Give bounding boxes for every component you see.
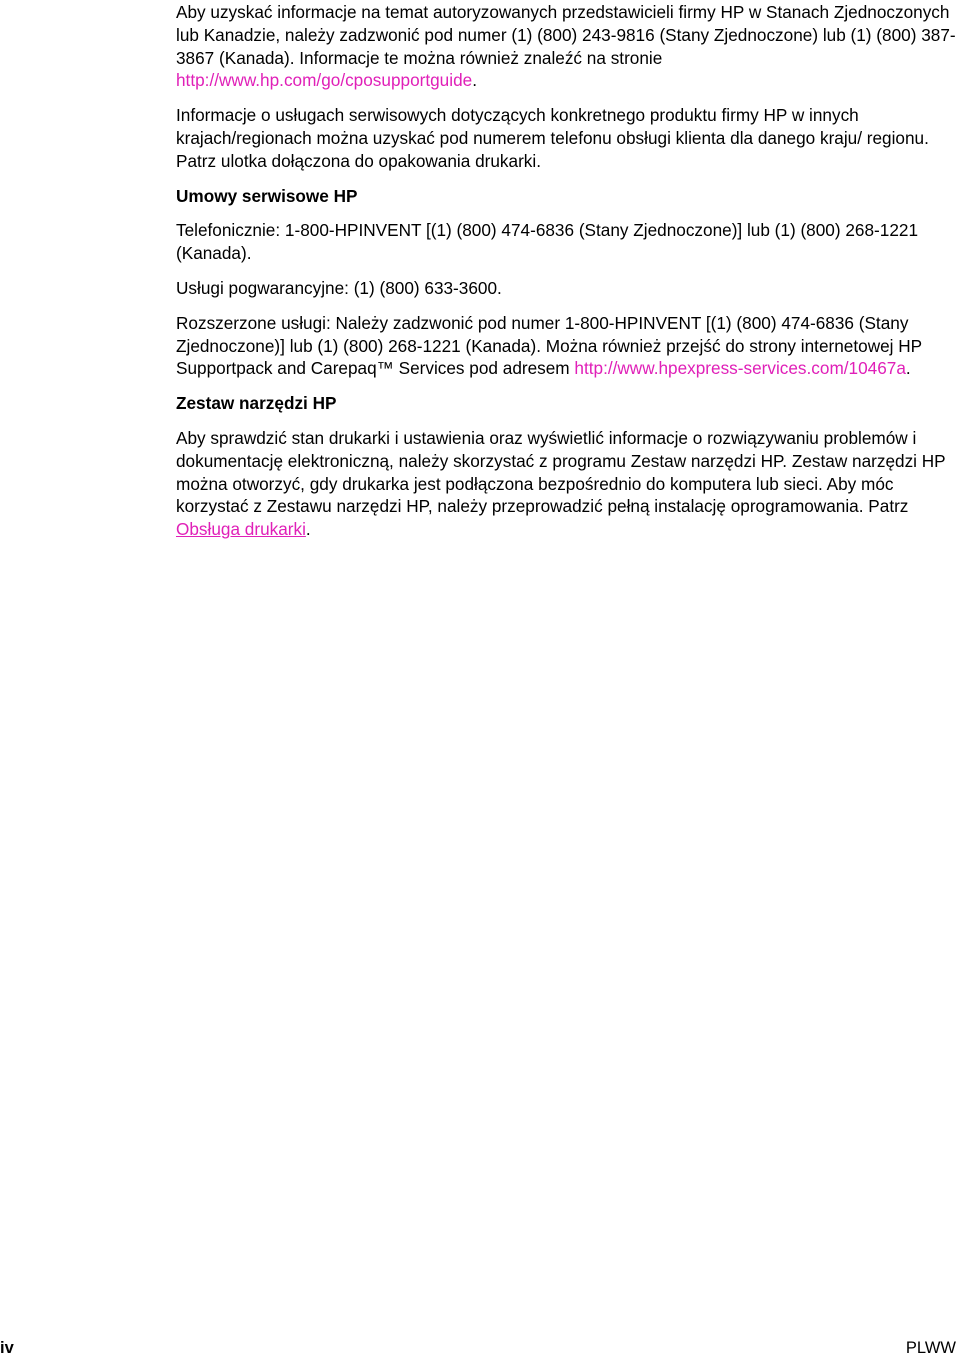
locale-code: PLWW (905, 1339, 956, 1357)
contracts-heading: Umowy serwisowe HP (176, 185, 358, 206)
dealer-info-end: . (472, 70, 477, 91)
phone-paragraph: Telefonicznie: 1-800-HPINVENT [(1) (800) 474-6836 (Stany Zjednoczone)] lub (1) (800) 268-1221 (Kanada). (176, 220, 918, 264)
extended-services-text: Rozszerzone usługi: Należy zadzwonić pod numer 1-800-HPINVENT [(1) (800) 474-6836 (Stany Zjednoczone)] lub (1) (800) 268-1221 (Kanada). Można również przejść do strony internetowej HP Supportpack and Carepaq™ Services pod adresem (176, 312, 922, 379)
dealer-info-paragraph (176, 1, 956, 92)
toolbox-text: Aby sprawdzić stan drukarki i ustawienia oraz wyświetlić informacje o rozwiązywaniu problemów i dokumentację elektroniczną, należy skorzystać z programu Zestaw narzędzi HP. Zestaw narzędzi HP można otworzyć, gdy drukarka jest podłączona bezpośrednio do komputera lub sieci. Aby móc korzystać z Zestawu narzędzi HP, należy przeprowadzić pełną instalację oprogramowania. Patrz (176, 427, 946, 517)
postwarranty-paragraph: Usługi pogwarancyjne: (1) (800) 633-3600. (176, 277, 502, 298)
service-info-paragraph: Informacje o usługach serwisowych dotyczących konkretnego produktu firmy HP w innych krajach/regionach można uzyskać pod numerem telefonu obsługi klienta dla danego kraju/ regionu. Patrz ulotka dołączona do opakowania drukarki. (176, 105, 929, 171)
extended-services-paragraph (176, 312, 956, 380)
toolbox-end: . (305, 519, 311, 540)
extended-services-end: . (905, 358, 911, 379)
printer-support-link[interactable]: Obsługa drukarki (176, 519, 306, 540)
cposupportguide-link[interactable]: http://www.hp.com/go/cposupportguide (176, 70, 473, 91)
toolbox-heading: Zestaw narzędzi HP (176, 393, 337, 414)
dealer-info-text: Aby uzyskać informacje na temat autoryzowanych przedstawicieli firmy HP w Stanach Zjednoczonych lub Kanadzie, należy zadzwonić pod numer (1) (800) 243-9816 (Stany Zjednoczone) lub (1) (800) 387-3867 (Kanada). Informacje te można również znaleźć na stronie (176, 2, 956, 68)
page-number: iv (0, 1339, 14, 1357)
toolbox-paragraph (176, 427, 956, 541)
hpexpress-services-link[interactable]: http://www.hpexpress-services.com/10467a (574, 358, 906, 379)
document-body (176, 0, 956, 553)
